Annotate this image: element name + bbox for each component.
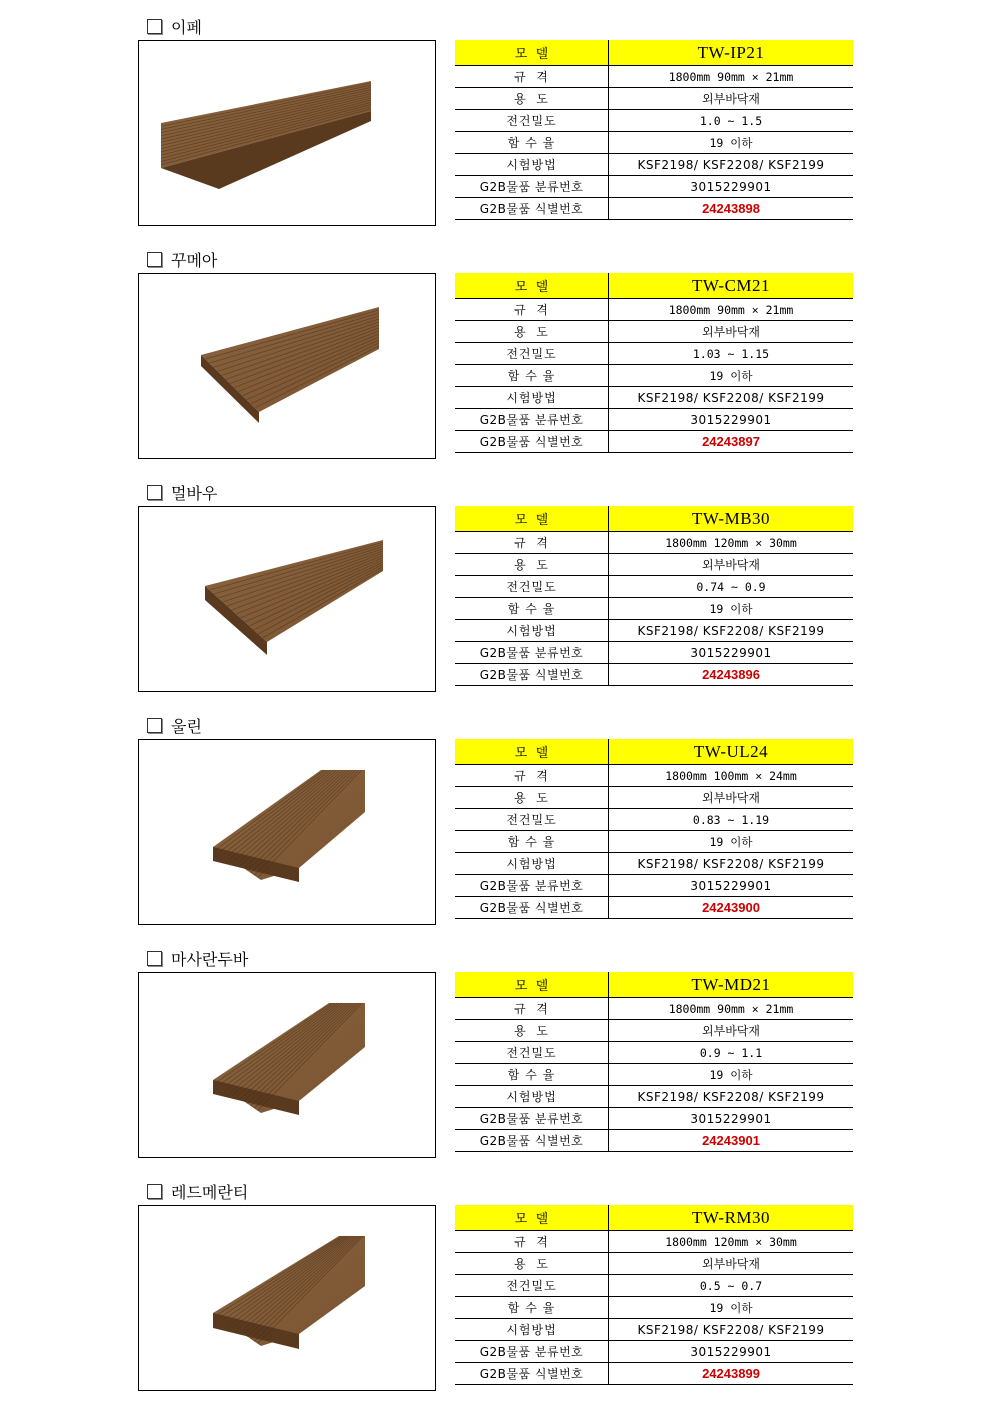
spec-value-model: TW-CM21 (609, 273, 854, 299)
spec-label-g2b-class: G2B물품 분류번호 (455, 875, 609, 897)
spec-value-size: 1800mm 120mm × 30mm (609, 1231, 854, 1253)
spec-row-g2b-id (455, 664, 853, 686)
spec-value-size: 1800mm 100mm × 24mm (609, 765, 854, 787)
spec-row-density (455, 1042, 853, 1064)
spec-row-g2b-id (455, 1130, 853, 1152)
wood-board-image (139, 274, 435, 458)
spec-row-moisture (455, 365, 853, 387)
spec-row-moisture (455, 132, 853, 154)
spec-label-g2b-id: G2B물품 식별번호 (455, 664, 609, 686)
spec-row-size (455, 1231, 853, 1253)
spec-row-use (455, 787, 853, 809)
spec-label-density: 전건밀도 (455, 1275, 609, 1297)
spec-row-test (455, 154, 853, 176)
spec-value-use: 외부바닥재 (609, 1253, 854, 1275)
spec-row-g2b-class (455, 875, 853, 897)
spec-label-g2b-id: G2B물품 식별번호 (455, 1363, 609, 1385)
spec-value-g2b-id: 24243896 (609, 664, 854, 686)
spec-value-moisture: 19 이하 (609, 365, 854, 387)
spec-value-g2b-class: 3015229901 (609, 409, 854, 431)
spec-value-test: KSF2198/ KSF2208/ KSF2199 (609, 387, 854, 409)
spec-label-density: 전건밀도 (455, 576, 609, 598)
wood-board-image (139, 973, 435, 1157)
product-photo-frame (138, 972, 436, 1158)
spec-row-moisture (455, 1297, 853, 1319)
product-name: 레드메란티 (171, 1182, 249, 1202)
spec-row-g2b-class (455, 642, 853, 664)
spec-value-moisture: 19 이하 (609, 1064, 854, 1086)
spec-label-model: 모 델 (455, 1205, 609, 1231)
spec-value-g2b-class: 3015229901 (609, 176, 854, 198)
spec-label-test: 시험방법 (455, 620, 609, 642)
spec-row-model (455, 972, 853, 998)
spec-row-model (455, 739, 853, 765)
spec-row-g2b-class (455, 1341, 853, 1363)
product-section (0, 466, 992, 699)
spec-row-density (455, 343, 853, 365)
spec-row-g2b-class (455, 176, 853, 198)
spec-label-g2b-class: G2B물품 분류번호 (455, 409, 609, 431)
spec-value-use: 외부바닥재 (609, 554, 854, 576)
spec-label-moisture: 함 수 율 (455, 1064, 609, 1086)
spec-row-g2b-class (455, 1108, 853, 1130)
spec-label-g2b-class: G2B물품 분류번호 (455, 176, 609, 198)
wood-board-image (139, 1206, 435, 1390)
spec-value-density: 1.0 ~ 1.5 (609, 110, 854, 132)
spec-label-density: 전건밀도 (455, 1042, 609, 1064)
spec-table (455, 739, 853, 919)
spec-table (455, 40, 853, 220)
spec-value-moisture: 19 이하 (609, 132, 854, 154)
spec-label-model: 모 델 (455, 739, 609, 765)
spec-row-density (455, 809, 853, 831)
spec-label-size: 규 격 (455, 765, 609, 787)
spec-label-model: 모 델 (455, 273, 609, 299)
spec-label-use: 용 도 (455, 88, 609, 110)
spec-row-moisture (455, 598, 853, 620)
spec-label-model: 모 델 (455, 972, 609, 998)
spec-label-density: 전건밀도 (455, 343, 609, 365)
spec-value-moisture: 19 이하 (609, 831, 854, 853)
product-photo-frame (138, 506, 436, 692)
spec-label-size: 규 격 (455, 66, 609, 88)
spec-label-g2b-id: G2B물품 식별번호 (455, 198, 609, 220)
spec-value-density: 0.9 ~ 1.1 (609, 1042, 854, 1064)
spec-value-use: 외부바닥재 (609, 88, 854, 110)
spec-table (455, 506, 853, 686)
spec-row-size (455, 998, 853, 1020)
spec-label-test: 시험방법 (455, 1319, 609, 1341)
spec-label-use: 용 도 (455, 1020, 609, 1042)
spec-label-size: 규 격 (455, 998, 609, 1020)
spec-value-test: KSF2198/ KSF2208/ KSF2199 (609, 154, 854, 176)
spec-label-moisture: 함 수 율 (455, 365, 609, 387)
spec-label-moisture: 함 수 율 (455, 132, 609, 154)
spec-row-g2b-id (455, 198, 853, 220)
spec-row-moisture (455, 1064, 853, 1086)
wood-board-image (139, 740, 435, 924)
spec-row-g2b-id (455, 897, 853, 919)
spec-value-g2b-class: 3015229901 (609, 875, 854, 897)
spec-label-g2b-id: G2B물품 식별번호 (455, 897, 609, 919)
spec-row-test (455, 620, 853, 642)
product-section (0, 1165, 992, 1398)
product-section (0, 932, 992, 1165)
spec-value-g2b-id: 24243899 (609, 1363, 854, 1385)
spec-table (455, 273, 853, 453)
spec-label-g2b-class: G2B물품 분류번호 (455, 1341, 609, 1363)
spec-value-use: 외부바닥재 (609, 321, 854, 343)
spec-row-use (455, 1020, 853, 1042)
spec-label-density: 전건밀도 (455, 110, 609, 132)
product-photo-frame (138, 40, 436, 226)
product-heading (147, 948, 248, 968)
spec-row-g2b-id (455, 431, 853, 453)
spec-label-test: 시험방법 (455, 1086, 609, 1108)
spec-label-test: 시험방법 (455, 387, 609, 409)
checkbox-icon (147, 1184, 162, 1199)
product-heading (147, 1181, 248, 1201)
spec-row-g2b-class (455, 409, 853, 431)
spec-row-size (455, 532, 853, 554)
spec-value-model: TW-MB30 (609, 506, 854, 532)
product-heading (147, 249, 217, 269)
spec-value-use: 외부바닥재 (609, 787, 854, 809)
spec-label-size: 규 격 (455, 532, 609, 554)
spec-label-moisture: 함 수 율 (455, 1297, 609, 1319)
spec-value-g2b-id: 24243900 (609, 897, 854, 919)
spec-value-g2b-id: 24243898 (609, 198, 854, 220)
spec-label-g2b-id: G2B물품 식별번호 (455, 1130, 609, 1152)
spec-label-g2b-class: G2B물품 분류번호 (455, 642, 609, 664)
product-name: 꾸메아 (171, 250, 218, 270)
spec-row-density (455, 110, 853, 132)
spec-value-moisture: 19 이하 (609, 1297, 854, 1319)
spec-value-density: 0.5 ~ 0.7 (609, 1275, 854, 1297)
spec-row-use (455, 88, 853, 110)
spec-row-density (455, 1275, 853, 1297)
spec-row-use (455, 554, 853, 576)
spec-value-test: KSF2198/ KSF2208/ KSF2199 (609, 1319, 854, 1341)
spec-value-g2b-id: 24243901 (609, 1130, 854, 1152)
product-name: 이페 (171, 17, 202, 37)
spec-label-use: 용 도 (455, 321, 609, 343)
product-name: 마사란두바 (171, 949, 249, 969)
product-section (0, 0, 992, 233)
spec-label-test: 시험방법 (455, 853, 609, 875)
spec-value-density: 1.03 ~ 1.15 (609, 343, 854, 365)
spec-label-size: 규 격 (455, 1231, 609, 1253)
wood-board-image (139, 507, 435, 691)
spec-label-density: 전건밀도 (455, 809, 609, 831)
spec-value-model: TW-MD21 (609, 972, 854, 998)
product-photo-frame (138, 739, 436, 925)
spec-value-size: 1800mm 90mm × 21mm (609, 299, 854, 321)
spec-row-g2b-id (455, 1363, 853, 1385)
checkbox-icon (147, 252, 162, 267)
spec-row-moisture (455, 831, 853, 853)
spec-label-moisture: 함 수 율 (455, 598, 609, 620)
spec-row-size (455, 765, 853, 787)
spec-value-model: TW-IP21 (609, 40, 854, 66)
product-section (0, 233, 992, 466)
spec-row-test (455, 853, 853, 875)
checkbox-icon (147, 19, 162, 34)
spec-label-use: 용 도 (455, 787, 609, 809)
spec-label-test: 시험방법 (455, 154, 609, 176)
spec-row-model (455, 1205, 853, 1231)
product-heading (147, 715, 202, 735)
spec-row-model (455, 273, 853, 299)
spec-row-density (455, 576, 853, 598)
spec-value-test: KSF2198/ KSF2208/ KSF2199 (609, 853, 854, 875)
wood-board-image (139, 41, 435, 225)
spec-label-g2b-class: G2B물품 분류번호 (455, 1108, 609, 1130)
spec-value-density: 0.83 ~ 1.19 (609, 809, 854, 831)
spec-value-model: TW-UL24 (609, 739, 854, 765)
spec-value-density: 0.74 ~ 0.9 (609, 576, 854, 598)
spec-row-test (455, 1319, 853, 1341)
spec-value-size: 1800mm 90mm × 21mm (609, 998, 854, 1020)
spec-value-g2b-class: 3015229901 (609, 1108, 854, 1130)
spec-table (455, 972, 853, 1152)
spec-value-moisture: 19 이하 (609, 598, 854, 620)
spec-row-size (455, 66, 853, 88)
spec-label-size: 규 격 (455, 299, 609, 321)
spec-value-test: KSF2198/ KSF2208/ KSF2199 (609, 620, 854, 642)
spec-row-test (455, 1086, 853, 1108)
product-name: 멀바우 (171, 483, 218, 503)
product-heading (147, 16, 202, 36)
spec-row-use (455, 1253, 853, 1275)
spec-value-size: 1800mm 120mm × 30mm (609, 532, 854, 554)
spec-row-model (455, 506, 853, 532)
spec-value-g2b-class: 3015229901 (609, 642, 854, 664)
spec-row-size (455, 299, 853, 321)
spec-value-size: 1800mm 90mm × 21mm (609, 66, 854, 88)
spec-label-use: 용 도 (455, 554, 609, 576)
spec-label-use: 용 도 (455, 1253, 609, 1275)
product-photo-frame (138, 273, 436, 459)
spec-value-use: 외부바닥재 (609, 1020, 854, 1042)
product-name: 울린 (171, 716, 202, 736)
product-heading (147, 482, 217, 502)
spec-value-test: KSF2198/ KSF2208/ KSF2199 (609, 1086, 854, 1108)
spec-row-use (455, 321, 853, 343)
spec-label-model: 모 델 (455, 40, 609, 66)
checkbox-icon (147, 718, 162, 733)
spec-value-model: TW-RM30 (609, 1205, 854, 1231)
spec-value-g2b-id: 24243897 (609, 431, 854, 453)
spec-row-test (455, 387, 853, 409)
spec-label-model: 모 델 (455, 506, 609, 532)
checkbox-icon (147, 951, 162, 966)
spec-label-moisture: 함 수 율 (455, 831, 609, 853)
spec-table (455, 1205, 853, 1385)
product-photo-frame (138, 1205, 436, 1391)
spec-row-model (455, 40, 853, 66)
spec-label-g2b-id: G2B물품 식별번호 (455, 431, 609, 453)
checkbox-icon (147, 485, 162, 500)
spec-value-g2b-class: 3015229901 (609, 1341, 854, 1363)
product-section (0, 699, 992, 932)
